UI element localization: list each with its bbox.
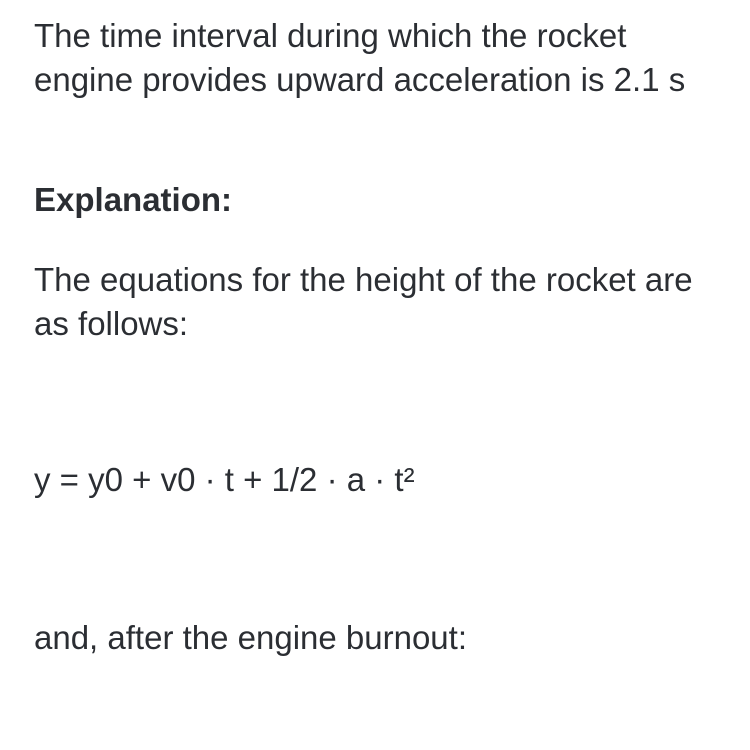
answer-text: The time interval during which the rocket engine provides upward acceleration is 2.1 s xyxy=(34,17,686,98)
after-burnout-text: and, after the engine burnout: xyxy=(34,619,467,656)
height-equation: y = y0 + v0 · t + 1/2 · a · t² xyxy=(34,461,415,498)
explanation-heading: Explanation: xyxy=(34,181,233,218)
intro-text: The equations for the height of the rocket are as follows: xyxy=(34,261,693,342)
